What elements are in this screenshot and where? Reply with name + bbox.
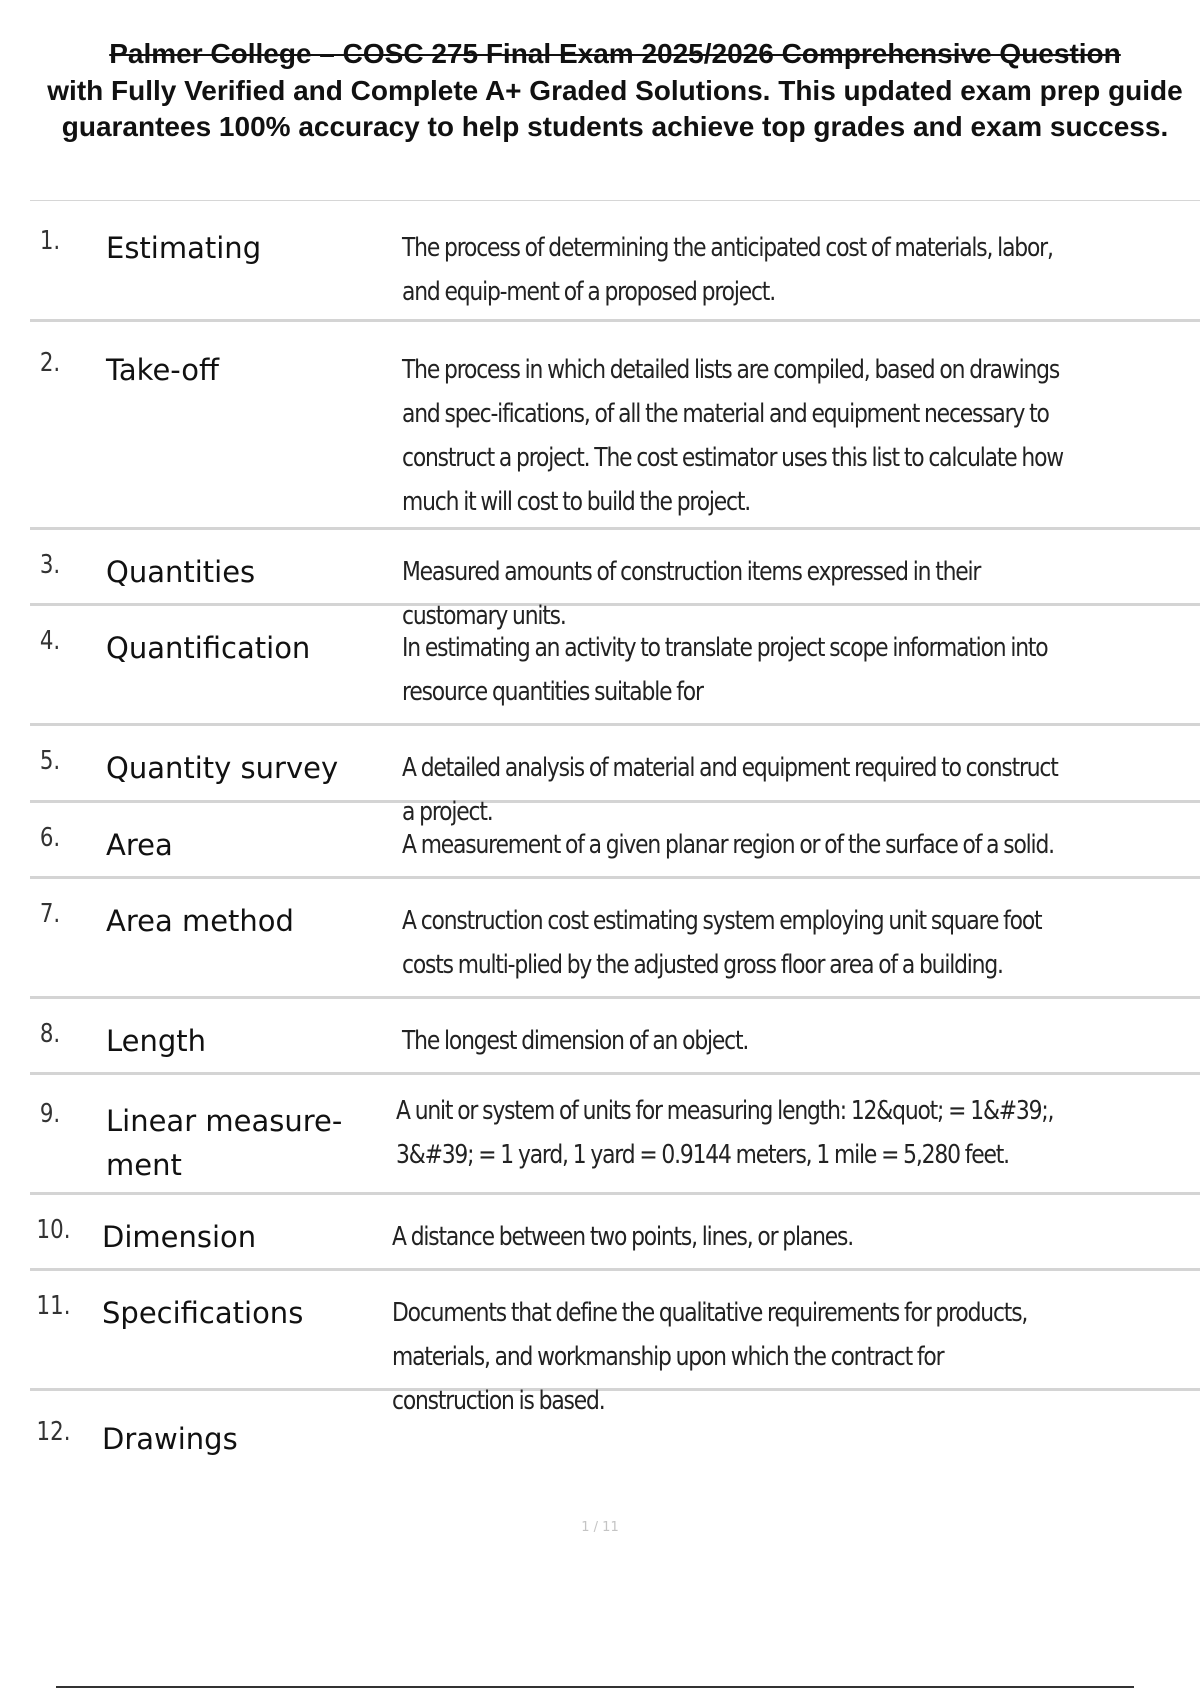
card-definition: A detailed analysis of material and equipment required to construct a project. (402, 753, 1058, 827)
card-number: 7. (39, 899, 61, 929)
card-number: 10. (36, 1215, 71, 1245)
card-definition: Documents that define the qualitative requirements for products, materials, and workmanship upon which the contract for construction is based. (392, 1298, 1028, 1416)
card-term: Take-off (106, 353, 220, 387)
page-number: 1 / 11 (581, 1520, 619, 1535)
flashcard-row (30, 726, 1200, 827)
document-header (30, 36, 1200, 146)
card-term: Area method (106, 904, 294, 938)
card-definition: A unit or system of units for measuring length: 12&quot; = 1&#39;, 3&#39; = 1 yard, 1 yard = 0.9144 meters, 1 mile = 5,280 feet. (396, 1096, 1054, 1170)
card-definition: A construction cost estimating system employing unit square foot costs multi-plied by the adjusted gross floor area of a building. (402, 906, 1042, 980)
card-definition: Measured amounts of construction items expressed in their customary units. (402, 557, 981, 631)
card-number: 12. (36, 1417, 71, 1447)
card-number: 6. (39, 823, 61, 853)
card-term: Drawings (102, 1422, 238, 1456)
footer-divider (56, 1686, 1134, 1688)
card-definition: The longest dimension of an object. (402, 1026, 749, 1056)
card-number: 1. (39, 226, 61, 256)
card-term: Estimating (106, 231, 262, 265)
flashcard-row (30, 200, 1200, 322)
card-number: 4. (39, 626, 61, 656)
card-number: 11. (36, 1291, 71, 1321)
header-title-rest: with Fully Verified and Complete A+ Graded Solutions. This updated exam prep guide guarantees 100% accuracy to help students achieve top grades and exam success. (47, 74, 1183, 142)
header-title-line1: Palmer College – COSC 275 Final Exam 2025/2026 Comprehensive Question (109, 38, 1121, 69)
card-number: 8. (39, 1019, 61, 1049)
card-number: 3. (39, 550, 61, 580)
card-definition: A distance between two points, lines, or planes. (392, 1222, 854, 1252)
flashcard-row (30, 1195, 1200, 1271)
card-term: Quantification (106, 631, 311, 665)
card-term: Length (106, 1024, 207, 1058)
flashcard-row (30, 530, 1200, 631)
card-number: 2. (39, 348, 61, 378)
card-number: 5. (39, 746, 61, 776)
flashcard-row (30, 879, 1200, 999)
card-term: Quantities (106, 555, 256, 589)
card-definition: The process in which detailed lists are compiled, based on drawings and spec-ifications, of all the material and equipment necessary to construct a project. The cost estimator uses this list to calculate how much it will cost to build the project. (402, 355, 1063, 517)
card-term: Area (106, 828, 173, 862)
flashcard-row (30, 322, 1200, 530)
card-definition: In estimating an activity to translate project scope information into resource quantities suitable for (402, 633, 1048, 707)
card-term: Quantity survey (106, 751, 339, 785)
flashcard-list (30, 200, 1200, 1481)
flashcard-row (30, 1271, 1200, 1416)
flashcard-row (30, 1075, 1200, 1195)
card-term: Specifications (102, 1296, 304, 1330)
card-definition: A measurement of a given planar region or of the surface of a solid. (402, 830, 1054, 860)
card-number: 9. (39, 1099, 61, 1129)
card-term: Linear measure-ment (106, 1104, 343, 1182)
flashcard-row (30, 999, 1200, 1075)
card-term: Dimension (102, 1220, 257, 1254)
card-definition: The process of determining the anticipated cost of materials, labor, and equip-ment of a proposed project. (402, 233, 1053, 307)
